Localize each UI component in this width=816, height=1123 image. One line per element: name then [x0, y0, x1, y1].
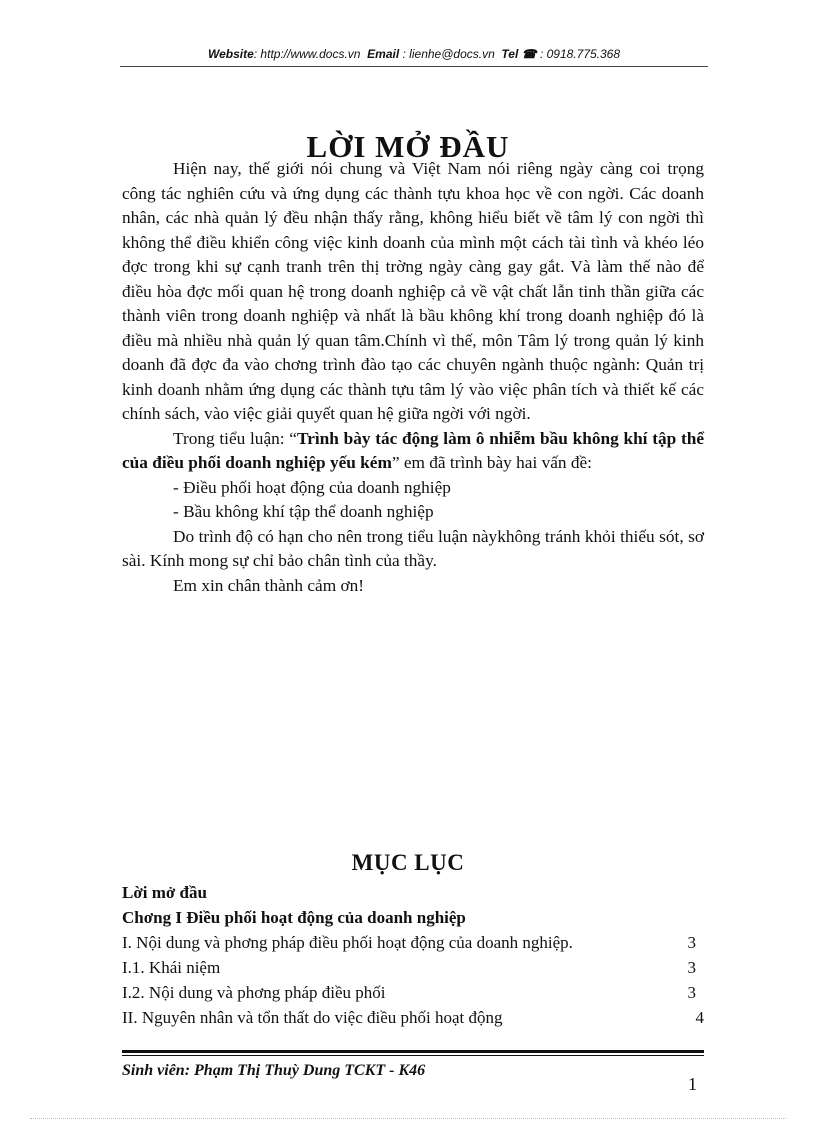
intro-paragraph-3: Do trình độ có hạn cho nên trong tiểu luận nàykhông tránh khỏi thiếu sót, sơ sài. Kính mong sự chỉ bảo chân tình của thầy. [122, 526, 704, 570]
toc-entry[interactable] [122, 980, 704, 1005]
tel-label: Tel ☎ [501, 47, 537, 61]
toc-entry[interactable] [122, 930, 704, 955]
toc-entry-page: 4 [695, 1008, 704, 1027]
footer-rule-thick [122, 1050, 704, 1053]
intro-paragraph-4: Em xin chân thành cảm ơn! [173, 575, 365, 595]
toc-entry-text: II. Nguyên nhân và tổn thất do việc điều phối hoạt động [122, 1008, 503, 1027]
toc-entry-text: I.1. Khái niệm [122, 958, 221, 977]
tel-value: : 0918.775.368 [539, 47, 621, 61]
toc-heading-chapter-1[interactable]: Chơng I Điều phối hoạt động của doanh nghiệp [122, 908, 466, 927]
toc-entry-text: I.2. Nội dung và phơng pháp điều phối [122, 983, 386, 1002]
email-link[interactable]: : lienhe@docs.vn [402, 47, 495, 61]
page-header [120, 47, 708, 61]
email-label: Email [367, 47, 400, 61]
intro-body [122, 157, 704, 598]
footer-rule-thin [122, 1055, 704, 1056]
toc-entry-text: I. Nội dung và phơng pháp điều phối hoạt động của doanh nghiệp. [122, 933, 573, 952]
essay-topic: Trình bày tác động làm ô nhiễm bầu không khí tập thể của điều phối doanh nghiệp yếu kém [122, 428, 704, 472]
toc-entry-page: 3 [687, 958, 696, 977]
para2-suffix: ” em đã trình bày hai vấn đề: [391, 453, 592, 472]
toc-entry[interactable] [122, 1005, 704, 1030]
toc-entry[interactable] [122, 955, 704, 980]
list-item-1: - Điều phối hoạt động của doanh nghiệp [173, 477, 451, 497]
toc-title: MỤC LỤC [351, 850, 465, 875]
header-rule [120, 66, 708, 67]
table-of-contents [122, 880, 704, 1030]
student-name: Sinh viên: Phạm Thị Thuỳ Dung TCKT - K46 [122, 1062, 426, 1079]
toc-entry-page: 3 [687, 983, 696, 1002]
page-number: 1 [688, 1074, 697, 1094]
para2-prefix: Trong tiểu luận: “ [173, 428, 297, 448]
website-label: Website [207, 47, 254, 61]
list-item-2: - Bầu không khí tập thể doanh nghiệp [173, 502, 434, 521]
toc-entry-page: 3 [687, 933, 696, 952]
page-bottom-border [30, 1118, 786, 1119]
intro-paragraph-2 [122, 427, 704, 476]
website-link[interactable]: : http://www.docs.vn [253, 47, 361, 61]
toc-heading-intro[interactable]: Lời mở đầu [122, 883, 207, 902]
intro-title: LỜI MỞ ĐẦU [306, 129, 510, 164]
intro-paragraph-1: Hiện nay, thế giới nói chung và Việt Nam nói riêng ngày càng coi trọng công tác nghiên cứu và ứng dụng các thành tựu khoa học về con ngời. Các doanh nhân, các nhà quản lý đều nhận thấy rằng, không hiểu biết về tâm lý con ngời thì không thể điều khiển công việc kinh doanh của mình một cách tài tình và khéo léo đợc trong khi sự cạnh tranh trên thị trờng ngày càng gay gắt. Và làm thế nào để điều hòa đợc mối quan hệ trong doanh nghiệp cả về vật chất lẫn tinh thần giữa các thành viên trong doanh nghiệp và nhất là bầu không khí trong doanh nghiệp đó là điều mà nhiều nhà quản lý quan tâm.Chính vì thế, môn Tâm lý trong quản lý kinh doanh đã đợc đa vào chơng trình đào tạo các chuyên ngành thuộc ngành: Quản trị kinh doanh nhằm ứng dụng các thành tựu tâm lý vào việc phân tích và thiết kế các chính sách, vào việc giải quyết quan hệ giữa ngời với ngời. [122, 159, 704, 423]
